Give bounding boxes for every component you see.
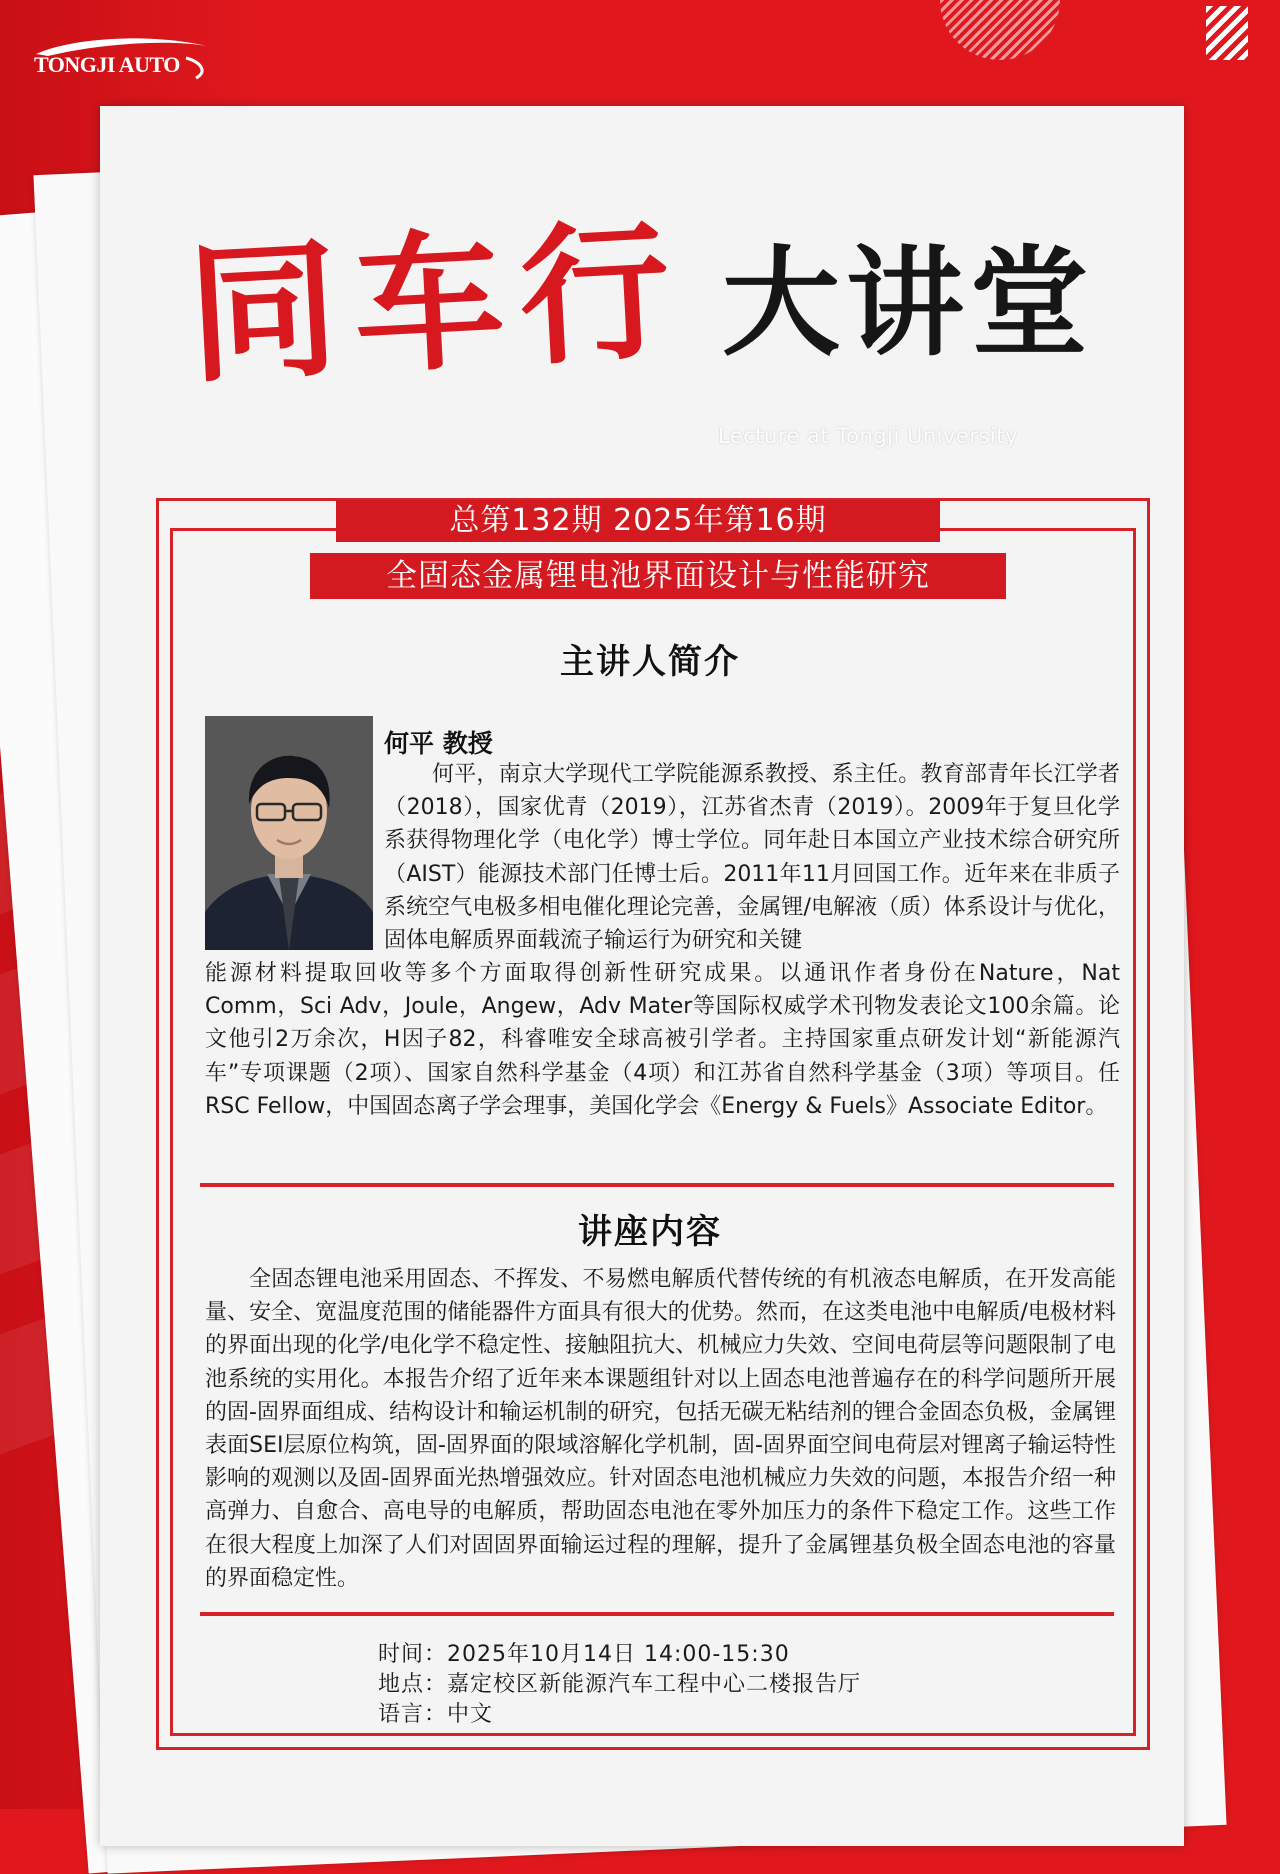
event-location: 地点：嘉定校区新能源汽车工程中心二楼报告厅 xyxy=(378,1672,862,1697)
lecture-section-heading: 讲座内容 xyxy=(578,1212,722,1252)
lecture-content-text: 全固态锂电池采用固态、不挥发、不易燃电解质代替传统的有机液态电解质，在开发高能量、安全、宽温度范围的储能器件方面具有很大的优势。然而，在这类电池中电解质/电极材料的界面出现的化学/电化学不稳定性、接触阻抗大、机械应力失效、空间电荷层等问题限制了电池系统的实用化。本报告介绍了近年来本课题组针对以上固态电池普遍存在的科学问题所开展的固-固界面组成、结构设计和输运机制的研究，包括无碳无粘结剂的锂合金固态负极，金属锂表面SEI层原位构筑，固-固界面的限域溶解化学机制，固-固界面空间电荷层对锂离子输运特性影响的观测以及固-固界面光热增强效应。针对固态电池机械应力失效的问题，本报告介绍一种高弹力、自愈合、高电导的电解质，帮助固态电池在零外加压力的条件下稳定工作。这些工作在很大程度上加深了人们对固固界面输运过程的理解，提升了金属锂基负极全固态电池的容量的界面稳定性。 xyxy=(205,1267,1116,1591)
topic-banner: 全固态金属锂电池界面设计与性能研究 xyxy=(310,553,1006,599)
halftone-decoration xyxy=(940,0,1060,60)
speaker-bio-top: 何平，南京大学现代工学院能源系教授、系主任。教育部青年长江学者（2018），国家优青（2019），江苏省杰青（2019）。2009年于复旦化学系获得物理化学（电化学）博士学位。同年赴日本国立产业技术综合研究所（AIST）能源技术部门任博士后。2011年11月回国工作。近年来在非质子系统空气电极多相电催化理论完善，金属锂/电解液（质）体系设计与优化，固体电解质界面载流子输运行为研究和关键 xyxy=(384,762,1120,954)
issue-banner: 总第132期 2025年第16期 xyxy=(336,500,940,542)
section-divider xyxy=(200,1612,1114,1616)
speaker-bio-rest: 能源材料提取回收等多个方面取得创新性研究成果。以通讯作者身份在Nature，Nat Comm，Sci Adv，Joule，Angew，Adv Mater等国际权威学术刊物发表论文100余篇。论文他引2万余次，H因子82，科睿唯安全球高被引学者。主持国家重点研发计划“新能源汽车”专项课题（2项）、国家自然科学基金（4项）和江苏省自然科学基金（3项）等项目。任RSC Fellow，中国固态离子学会理事，美国化学会《Energy & Fuels》Associate Editor。 xyxy=(205,961,1120,1119)
event-language: 语言：中文 xyxy=(378,1702,494,1727)
speaker-photo xyxy=(205,716,373,950)
tongji-auto-logo xyxy=(26,32,211,84)
speaker-portrait-icon xyxy=(205,716,373,950)
logo-text: TONGJI AUTO xyxy=(34,52,180,77)
speaker-name: 何平 教授 xyxy=(384,729,493,758)
section-divider xyxy=(200,1183,1114,1187)
title-red: 同车行 xyxy=(183,202,691,404)
event-time: 时间：2025年10月14日 14:00-15:30 xyxy=(378,1642,790,1667)
speaker-section-heading: 主讲人简介 xyxy=(560,642,740,682)
subtitle-english: Lecture at Tongji University xyxy=(718,424,1018,448)
stripes-decoration xyxy=(1206,6,1248,60)
title-black: 大讲堂 xyxy=(722,233,1095,372)
